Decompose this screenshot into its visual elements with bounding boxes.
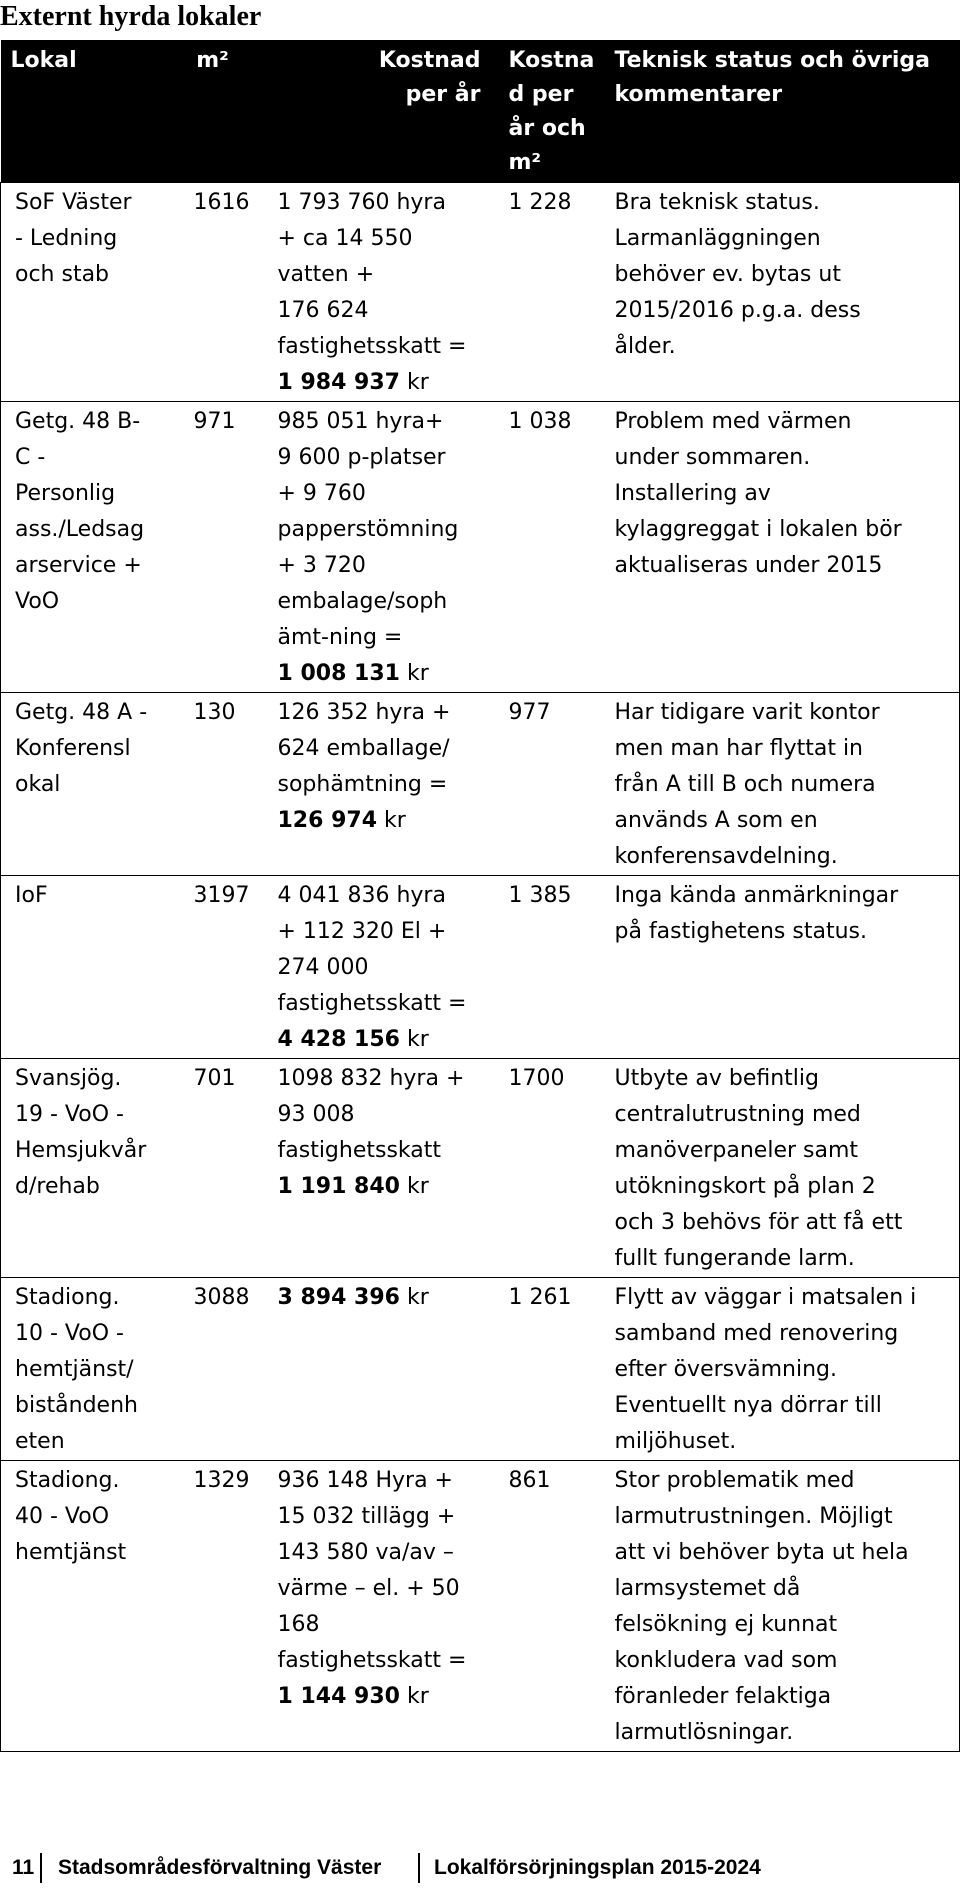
- kostnad-unit: kr: [406, 1174, 429, 1199]
- table-row: [1, 1059, 960, 1278]
- kostnad-text: 168: [277, 1612, 320, 1637]
- lokal-text: 40 - VoO: [15, 1504, 110, 1529]
- kostnad-text: + 9 760: [277, 481, 366, 506]
- lokal-text: Personlig: [15, 481, 116, 506]
- kommentar-text: efter översvämning.: [614, 1357, 838, 1382]
- cell-lokal: [1, 1278, 174, 1461]
- kommentar-text: och 3 behövs för att få ett: [614, 1210, 903, 1235]
- kommentar-text: felsökning ej kunnat: [614, 1612, 838, 1637]
- cell-lokal: [1, 402, 174, 693]
- kostnad-per-m2-value: 977: [508, 700, 551, 725]
- kostnad-text: 93 008: [277, 1102, 355, 1127]
- kostnad-text: 176 624: [277, 298, 369, 323]
- kommentar-text: konkludera vad som: [614, 1648, 838, 1673]
- kommentar-text: Eventuellt nya dörrar till: [614, 1393, 882, 1418]
- cell-kommentar: [605, 1278, 960, 1461]
- m2-value: 3197: [193, 883, 250, 908]
- lokal-text: Konferensl: [15, 736, 131, 761]
- lokal-text: d/rehab: [15, 1174, 100, 1199]
- kostnad-text: fastighetsskatt =: [277, 334, 467, 359]
- lokal-text: Stadiong.: [15, 1468, 120, 1493]
- kommentar-text: Problem med värmen: [614, 409, 852, 434]
- cell-kostnad-per-m2: [499, 1278, 605, 1461]
- kostnad-text: 9 600 p-platser: [277, 445, 446, 470]
- kostnad-text: 126 352 hyra +: [277, 700, 451, 725]
- kostnad-text: 624 emballage/: [277, 736, 450, 761]
- kostnad-text: 274 000: [277, 955, 369, 980]
- kommentar-text: larmutrustningen. Möjligt: [614, 1504, 893, 1529]
- cell-m2: [174, 693, 266, 876]
- lokal-text: Getg. 48 B-: [15, 409, 141, 434]
- kommentar-text: Bra teknisk status.: [614, 190, 820, 215]
- kostnad-text: ämt-ning =: [277, 625, 403, 650]
- cell-m2: [174, 876, 266, 1059]
- cell-kostnad: [266, 183, 499, 402]
- lokal-text: biståndenh: [15, 1393, 138, 1418]
- page-footer: [0, 1850, 960, 1886]
- cell-lokal: [1, 1059, 174, 1278]
- kostnad-total-line: [278, 365, 495, 401]
- kostnad-unit: kr: [406, 1027, 429, 1052]
- kommentar-text: larmsystemet då: [614, 1576, 801, 1601]
- kommentar-text: aktualiseras under 2015: [614, 553, 883, 578]
- kommentar-text: samband med renovering: [614, 1321, 899, 1346]
- cell-kostnad-per-m2: [499, 693, 605, 876]
- kostnad-text: fastighetsskatt =: [277, 991, 467, 1016]
- kostnad-unit: kr: [406, 1684, 429, 1709]
- footer-document-name: Lokalförsörjningsplan 2015-2024: [434, 1856, 761, 1879]
- kommentar-text: utökningskort på plan 2: [614, 1174, 876, 1199]
- lokal-text: 10 - VoO -: [15, 1321, 124, 1346]
- kostnad-per-m2-value: 1 228: [508, 190, 572, 215]
- table-row: [1, 183, 960, 402]
- header-kostnad-per-ar: Kostnad per år: [266, 40, 499, 183]
- cell-kommentar: [605, 1461, 960, 1752]
- cell-kostnad-per-m2: [499, 876, 605, 1059]
- cell-lokal: [1, 876, 174, 1059]
- m2-value: 3088: [193, 1285, 250, 1310]
- kommentar-text: Flytt av väggar i matsalen i: [614, 1285, 917, 1310]
- kommentar-text: larmutlösningar.: [614, 1720, 794, 1745]
- lokal-text: 19 - VoO -: [15, 1102, 124, 1127]
- header-lokal: Lokal: [1, 40, 174, 183]
- cell-kommentar: [605, 693, 960, 876]
- lokal-text: och stab: [15, 262, 110, 287]
- lokal-text: SoF Väster: [15, 190, 132, 215]
- cell-m2: [174, 1278, 266, 1461]
- kommentar-text: manöverpaneler samt: [614, 1138, 859, 1163]
- kostnad-text: 985 051 hyra+: [277, 409, 444, 434]
- kostnad-total: 1 191 840: [277, 1174, 400, 1199]
- kostnad-text: sophämtning =: [277, 772, 448, 797]
- header-kommentarer: Teknisk status och övriga kommentarer: [605, 40, 960, 183]
- kostnad-text: fastighetsskatt =: [277, 1648, 467, 1673]
- lokal-text: okal: [15, 772, 61, 797]
- kommentar-text: ålder.: [614, 334, 676, 359]
- lokal-text: Getg. 48 A -: [15, 700, 148, 725]
- kostnad-text: 4 041 836 hyra: [277, 883, 446, 908]
- lokal-text: - Ledning: [15, 226, 118, 251]
- m2-value: 701: [193, 1066, 236, 1091]
- cell-lokal: [1, 693, 174, 876]
- cell-m2: [174, 1461, 266, 1752]
- kostnad-unit: kr: [406, 661, 429, 686]
- lokal-text: eten: [15, 1429, 65, 1454]
- table-header-row: [1, 40, 960, 183]
- cell-kostnad: [266, 876, 499, 1059]
- kostnad-text: embalage/soph: [277, 589, 448, 614]
- footer-separator: [40, 1853, 42, 1883]
- cell-kostnad-per-m2: [499, 402, 605, 693]
- kostnad-text: papperstömning: [277, 517, 459, 542]
- lokal-text: Svansjög.: [15, 1066, 122, 1091]
- m2-value: 1329: [193, 1468, 250, 1493]
- kostnad-total: 1 008 131: [277, 661, 400, 686]
- cell-m2: [174, 183, 266, 402]
- kommentar-text: Inga kända anmärkningar: [614, 883, 899, 908]
- kostnad-total: 1 984 937: [277, 370, 400, 395]
- kommentar-text: från A till B och numera: [614, 772, 876, 797]
- kommentar-text: men man har flyttat in: [614, 736, 863, 761]
- kommentar-text: Stor problematik med: [614, 1468, 855, 1493]
- cell-kostnad: [266, 693, 499, 876]
- kommentar-text: att vi behöver byta ut hela: [614, 1540, 909, 1565]
- footer-page-number: 11: [12, 1856, 35, 1879]
- table-row: [1, 876, 960, 1059]
- lokal-text: hemtjänst: [15, 1540, 127, 1565]
- lokal-text: Stadiong.: [15, 1285, 120, 1310]
- kostnad-total-line: [278, 1169, 495, 1205]
- kommentar-text: behöver ev. bytas ut: [614, 262, 841, 287]
- kostnad-total-line: [278, 1679, 495, 1715]
- lokal-text: ass./Ledsag: [15, 517, 145, 542]
- cell-kostnad: [266, 1059, 499, 1278]
- cell-kommentar: [605, 402, 960, 693]
- kommentar-text: Installering av: [614, 481, 771, 506]
- table-row: [1, 1461, 960, 1752]
- lokal-text: Hemsjukvår: [15, 1138, 147, 1163]
- kostnad-text: 936 148 Hyra +: [277, 1468, 453, 1493]
- m2-value: 971: [193, 409, 236, 434]
- kostnad-total: 3 894 396: [277, 1285, 400, 1310]
- kostnad-total-line: [278, 656, 495, 692]
- kostnad-per-m2-value: 1 261: [508, 1285, 572, 1310]
- document-title: Externt hyrda lokaler: [0, 1, 262, 32]
- kommentar-text: miljöhuset.: [614, 1429, 737, 1454]
- kostnad-per-m2-value: 1700: [508, 1066, 565, 1091]
- kommentar-text: på fastighetens status.: [614, 919, 867, 944]
- table-row: [1, 693, 960, 876]
- m2-value: 130: [193, 700, 236, 725]
- footer-organization: Stadsområdesförvaltning Väster: [58, 1856, 382, 1879]
- cell-kostnad: [266, 1278, 499, 1461]
- kommentar-text: kylaggreggat i lokalen bör: [614, 517, 902, 542]
- kostnad-text: värme – el. + 50: [277, 1576, 460, 1601]
- kostnad-text: + 3 720: [277, 553, 366, 578]
- kostnad-total: 126 974: [277, 808, 378, 833]
- kommentar-text: Utbyte av befintlig: [614, 1066, 819, 1091]
- kostnad-text: 15 032 tillägg +: [277, 1504, 456, 1529]
- kostnad-total-line: [278, 803, 495, 839]
- kostnad-per-m2-value: 861: [508, 1468, 551, 1493]
- lokal-text: VoO: [15, 589, 60, 614]
- kommentar-text: fullt fungerande larm.: [614, 1246, 855, 1271]
- cell-kommentar: [605, 183, 960, 402]
- kommentar-text: Har tidigare varit kontor: [614, 700, 880, 725]
- table-row: [1, 402, 960, 693]
- kommentar-text: 2015/2016 p.g.a. dess: [614, 298, 861, 323]
- kostnad-unit: kr: [384, 808, 406, 833]
- kostnad-total: 4 428 156: [277, 1027, 400, 1052]
- lokal-text: arservice +: [15, 553, 142, 578]
- kostnad-text: 143 580 va/av –: [277, 1540, 454, 1565]
- cell-kostnad-per-m2: [499, 1461, 605, 1752]
- kommentar-text: under sommaren.: [614, 445, 811, 470]
- kostnad-text: fastighetsskatt: [277, 1138, 442, 1163]
- cell-lokal: [1, 183, 174, 402]
- kostnad-text: 1098 832 hyra +: [277, 1066, 465, 1091]
- kostnad-total-line: [278, 1280, 495, 1316]
- cell-kostnad-per-m2: [499, 183, 605, 402]
- lokal-text: IoF: [15, 883, 48, 908]
- kostnad-per-m2-value: 1 038: [508, 409, 572, 434]
- kommentar-text: konferensavdelning.: [614, 844, 838, 869]
- kostnad-text: + 112 320 El +: [277, 919, 447, 944]
- cell-kostnad: [266, 1461, 499, 1752]
- premises-table: [0, 40, 960, 1752]
- lokal-text: hemtjänst/: [15, 1357, 134, 1382]
- cell-kommentar: [605, 876, 960, 1059]
- kostnad-text: 1 793 760 hyra: [277, 190, 446, 215]
- kommentar-text: används A som en: [614, 808, 818, 833]
- kommentar-text: föranleder felaktiga: [614, 1684, 832, 1709]
- cell-lokal: [1, 1461, 174, 1752]
- cell-kostnad: [266, 402, 499, 693]
- kommentar-text: centralutrustning med: [614, 1102, 861, 1127]
- table-body: [1, 183, 960, 1752]
- m2-value: 1616: [193, 190, 250, 215]
- cell-kostnad-per-m2: [499, 1059, 605, 1278]
- kostnad-unit: kr: [406, 1285, 429, 1310]
- kommentar-text: Larmanläggningen: [614, 226, 821, 251]
- cell-m2: [174, 1059, 266, 1278]
- header-m2: m²: [174, 40, 266, 183]
- kostnad-per-m2-value: 1 385: [508, 883, 572, 908]
- cell-m2: [174, 402, 266, 693]
- kostnad-unit: kr: [406, 370, 429, 395]
- kostnad-total: 1 144 930: [277, 1684, 400, 1709]
- cell-kommentar: [605, 1059, 960, 1278]
- kostnad-total-line: [278, 1022, 495, 1058]
- footer-separator: [418, 1853, 420, 1883]
- table-row: [1, 1278, 960, 1461]
- kostnad-text: + ca 14 550: [277, 226, 413, 251]
- header-kostnad-per-ar-och-m2: Kostna d per år och m²: [499, 40, 605, 183]
- lokal-text: C -: [15, 445, 46, 470]
- kostnad-text: vatten +: [277, 262, 375, 287]
